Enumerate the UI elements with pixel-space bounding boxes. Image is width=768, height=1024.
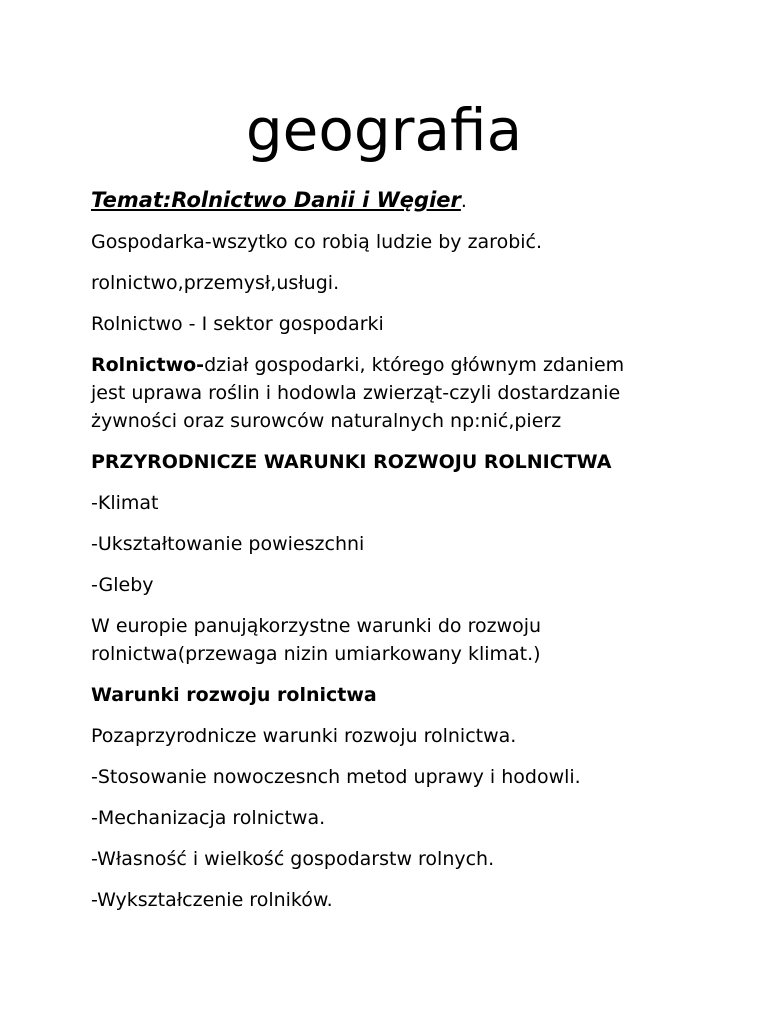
europe-note	[91, 612, 691, 668]
europe-note-line-2: rolnictwa(przewaga nizin umiarkowany klimat.)	[91, 643, 541, 665]
development-condition-item: -Własność i wielkość gospodarstw rolnych.	[91, 848, 495, 870]
document-title: geografia	[245, 96, 523, 164]
natural-conditions-heading: PRZYRODNICZE WARUNKI ROZWOJU ROLNICTWA	[91, 451, 612, 473]
topic-heading: Temat:Rolnictwo Danii i Węgier	[91, 188, 461, 212]
development-condition-item: -Mechanizacja rolnictwa.	[91, 807, 326, 829]
definition-line-1: dział gospodarki, którego głównym zdaniem	[204, 354, 625, 376]
definition-line-2: jest uprawa roślin i hodowla zwierząt-czyli dostardzanie	[91, 382, 621, 404]
document-body	[91, 186, 691, 927]
development-conditions-intro: Pozaprzyrodnicze warunki rozwoju rolnictwa.	[91, 725, 517, 747]
development-condition-item: -Wykształczenie rolników.	[91, 889, 333, 911]
development-conditions-heading: Warunki rozwoju rolnictwa	[91, 684, 377, 706]
development-condition-item: -Stosowanie nowoczesnch metod uprawy i hodowli.	[91, 766, 581, 788]
topic-line	[91, 186, 691, 215]
definition-line-3: żywności oraz surowców naturalnych np:nić,pierz	[91, 410, 562, 432]
natural-condition-item: -Gleby	[91, 574, 154, 596]
natural-condition-item: -Klimat	[91, 492, 159, 514]
agriculture-definition	[91, 351, 691, 435]
paragraph-sectors: rolnictwo,przemysł,usługi.	[91, 272, 340, 294]
paragraph-first-sector: Rolnictwo - I sektor gospodarki	[91, 313, 384, 335]
definition-term: Rolnictwo-	[91, 354, 205, 376]
paragraph-economy-definition: Gospodarka-wszytko co robią ludzie by zarobić.	[91, 231, 543, 253]
europe-note-line-1: W europie panująkorzystne warunki do rozwoju	[91, 615, 542, 637]
natural-condition-item: -Ukształtowanie powieszchni	[91, 533, 365, 555]
topic-trailing-period: .	[460, 190, 467, 212]
